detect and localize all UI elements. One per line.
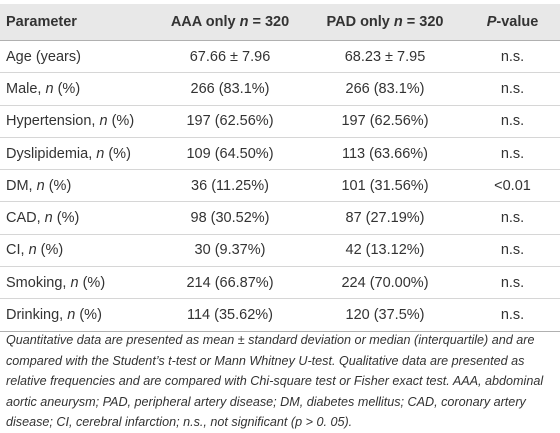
aaa-value: 266 (83.1%) (155, 73, 305, 105)
row-label: CI, n (%) (0, 234, 155, 266)
header-parameter: Parameter (0, 4, 155, 41)
table-row (0, 170, 560, 202)
table-row (0, 41, 560, 73)
aaa-value: 36 (11.25%) (155, 170, 305, 202)
p-value: n.s. (465, 267, 560, 299)
header-aaa-only: AAA only n = 320 (155, 4, 305, 41)
table-footnote: Quantitative data are presented as mean ± standard deviation or median (interquartile) and are compared with the Student’s t-test or Mann Whitney U-test. Qualitative data are presented as relative frequencies and are compared with Chi-square test or Fisher exact test. AAA, abdominal aortic aneurysm; PAD, peripheral artery disease; DM, diabetes mellitus; CAD, coronary artery disease; CI, cerebral infarction; n.s., not significant (p > 0. 05). (6, 333, 544, 429)
p-value: n.s. (465, 299, 560, 331)
table-row (0, 267, 560, 299)
pad-value: 68.23 ± 7.95 (305, 41, 465, 73)
aaa-value: 30 (9.37%) (155, 234, 305, 266)
pad-value: 120 (37.5%) (305, 299, 465, 331)
aaa-value: 214 (66.87%) (155, 267, 305, 299)
row-label: Male, n (%) (0, 73, 155, 105)
p-value: n.s. (465, 105, 560, 137)
table-row (0, 73, 560, 105)
pad-value: 113 (63.66%) (305, 137, 465, 169)
pad-value: 224 (70.00%) (305, 267, 465, 299)
aaa-value: 67.66 ± 7.96 (155, 41, 305, 73)
aaa-value: 197 (62.56%) (155, 105, 305, 137)
aaa-value: 114 (35.62%) (155, 299, 305, 331)
row-label: CAD, n (%) (0, 202, 155, 234)
pad-value: 87 (27.19%) (305, 202, 465, 234)
row-label: Drinking, n (%) (0, 299, 155, 331)
row-label: Hypertension, n (%) (0, 105, 155, 137)
pad-value: 266 (83.1%) (305, 73, 465, 105)
aaa-value: 109 (64.50%) (155, 137, 305, 169)
p-value: <0.01 (465, 170, 560, 202)
row-label: DM, n (%) (0, 170, 155, 202)
pad-value: 101 (31.56%) (305, 170, 465, 202)
p-value: n.s. (465, 202, 560, 234)
p-value: n.s. (465, 41, 560, 73)
row-label: Dyslipidemia, n (%) (0, 137, 155, 169)
row-label: Age (years) (0, 41, 155, 73)
table-row (0, 299, 560, 331)
table-row (0, 234, 560, 266)
p-value: n.s. (465, 137, 560, 169)
header-p-value: P-value (465, 4, 560, 41)
aaa-value: 98 (30.52%) (155, 202, 305, 234)
table-row (0, 105, 560, 137)
baseline-characteristics-table (0, 4, 560, 332)
table-header-row (0, 4, 560, 41)
pad-value: 197 (62.56%) (305, 105, 465, 137)
row-label: Smoking, n (%) (0, 267, 155, 299)
header-pad-only: PAD only n = 320 (305, 4, 465, 41)
pad-value: 42 (13.12%) (305, 234, 465, 266)
table-row (0, 137, 560, 169)
table-row (0, 202, 560, 234)
p-value: n.s. (465, 234, 560, 266)
p-value: n.s. (465, 73, 560, 105)
